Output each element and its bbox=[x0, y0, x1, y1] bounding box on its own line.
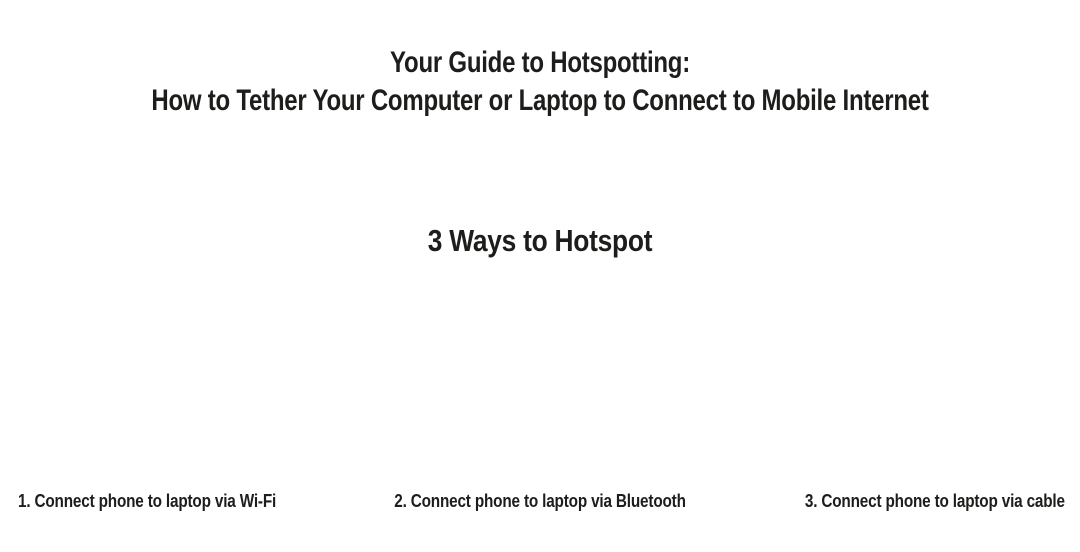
method-caption-cable: 3. Connect phone to laptop via cable bbox=[805, 491, 1065, 511]
method-caption-wifi: 1. Connect phone to laptop via Wi-Fi bbox=[18, 491, 277, 511]
method-captions-row bbox=[0, 489, 1080, 513]
page-title bbox=[0, 44, 1080, 120]
page-title-line-2: How to Tether Your Computer or Laptop to Connect to Mobile Internet bbox=[151, 84, 929, 117]
method-caption-bluetooth: 2. Connect phone to laptop via Bluetooth bbox=[394, 491, 686, 511]
section-heading: 3 Ways to Hotspot bbox=[427, 223, 653, 258]
page-title-line-1: Your Guide to Hotspotting: bbox=[390, 46, 690, 79]
